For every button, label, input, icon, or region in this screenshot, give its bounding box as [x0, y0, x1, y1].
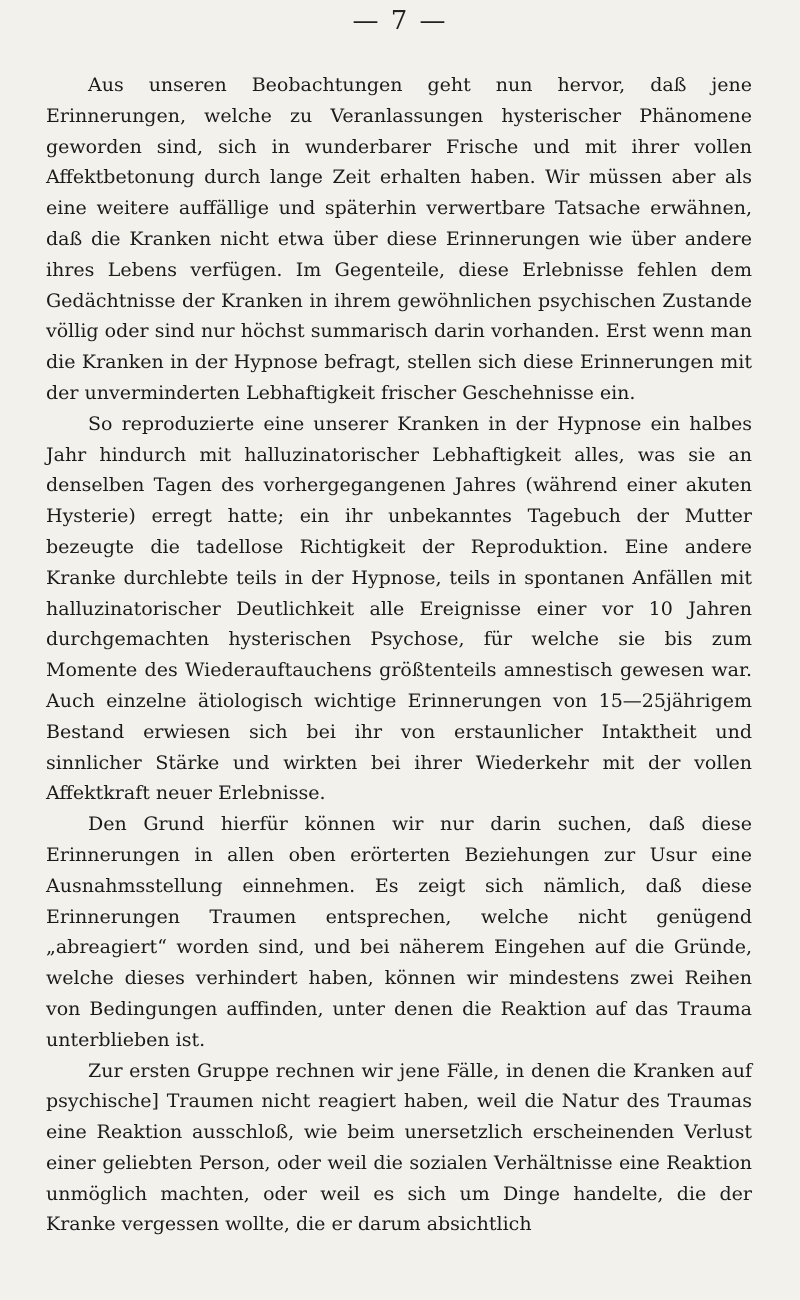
paragraph-3: Den Grund hierfür können wir nur darin suchen, daß diese Erinnerungen in allen oben erörterten Beziehungen zur Usur eine Ausnahmsstellung einnehmen. Es zeigt sich nämlich, daß diese Erinnerungen Traumen entsprechen, welche nicht genügend „abreagiert“ worden sind, und bei näherem Eingehen auf die Gründe, welche dieses verhindert haben, können wir mindestens zwei Reihen von Bedingungen auffinden, unter denen die Reaktion auf das Trauma unterblieben ist. [46, 813, 752, 1051]
page-number: — 7 — [352, 6, 448, 36]
paragraph-1: Aus unseren Beobachtungen geht nun hervor, daß jene Erinnerungen, welche zu Veranlassungen hysterischer Phänomene geworden sind, sich in wunderbarer Frische und mit ihrer vollen Affektbetonung durch lange Zeit erhalten haben. Wir müssen aber als eine weitere auffällige und späterhin verwertbare Tatsache erwähnen, daß die Kranken nicht etwa über diese Erinnerungen wie über andere ihres Lebens verfügen. Im Gegenteile, diese Erlebnisse fehlen dem Gedächtnisse der Kranken in ihrem gewöhnlichen psychischen Zustande völlig oder sind nur höchst summarisch darin vorhanden. Erst wenn man die Kranken in der Hypnose befragt, stellen sich diese Erinnerungen mit der unverminderten Lebhaftigkeit frischer Geschehnisse ein. [46, 74, 752, 404]
body-text [46, 70, 752, 1240]
paragraph-2: So reproduzierte eine unserer Kranken in der Hypnose ein halbes Jahr hindurch mit halluzinatorischer Lebhaftigkeit alles, was sie an denselben Tagen des vorhergegangenen Jahres (während einer akuten Hysterie) erregt hatte; ein ihr unbekanntes Tagebuch der Mutter bezeugte die tadellose Richtigkeit der Reproduktion. Eine andere Kranke durchlebte teils in der Hypnose, teils in spontanen Anfällen mit halluzinatorischer Deutlichkeit alle Ereignisse einer vor 10 Jahren durchgemachten hysterischen Psychose, für welche sie bis zum Momente des Wiederauftauchens größtenteils amnestisch gewesen war. Auch einzelne ätiologisch wichtige Erinnerungen von 15—25jährigem Bestand erwiesen sich bei ihr von erstaunlicher Intaktheit und sinnlicher Stärke und wirkten bei ihrer Wiederkehr mit der vollen Affektkraft neuer Erlebnisse. [46, 412, 752, 805]
paragraph-4: Zur ersten Gruppe rechnen wir jene Fälle, in denen die Kranken auf psychische] Traumen nicht reagiert haben, weil die Natur des Traumas eine Reaktion ausschloß, wie beim unersetzlich erscheinenden Verlust einer geliebten Person, oder weil die sozialen Verhältnisse eine Reaktion unmöglich machten, oder weil es sich um Dinge handelte, die der Kranke vergessen wollte, die er darum absichtlich [46, 1059, 752, 1236]
